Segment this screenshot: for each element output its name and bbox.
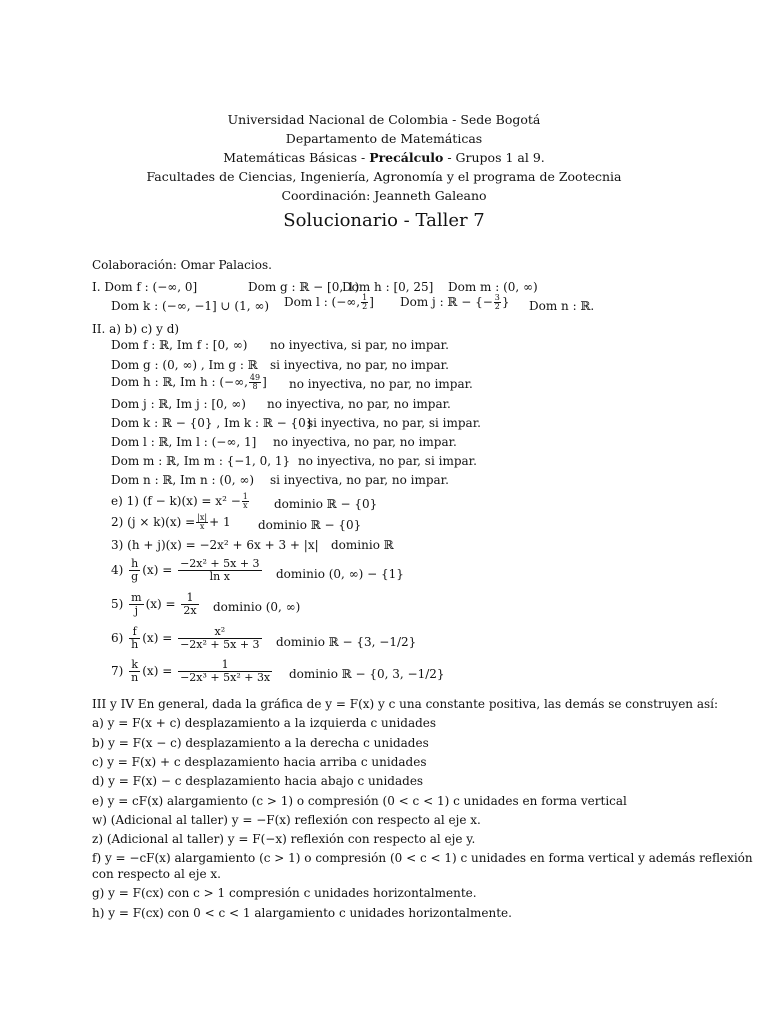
university-name: Universidad Nacional de Colombia - Sede Bogotá xyxy=(227,112,541,127)
operation-e6: 6) $\frac{f}{h}$ (x) = $\frac{\text{x²}}{\text{−2x² + 5x + 3}}$ xyxy=(111,625,260,651)
course-line: Matemáticas Básicas - Precálculo - Grupos 1 al 9. xyxy=(223,150,545,165)
operation-e4: 4) $\frac{h}{g}$ (x) = $\frac{\text{−2x² + 5x + 3}}{\text{ln x}}$ xyxy=(111,557,260,583)
dom-m: Dom m : (0, ∞) xyxy=(448,280,538,294)
dom-l: Dom l : (−∞, $\frac{1}{2}$ ] xyxy=(284,293,374,311)
transform-item: z) (Adicional al taller) y = F(−x) reflexión con respecto al eje y. xyxy=(92,832,476,846)
operation-e6-domain: dominio ℝ − {3, −1/2} xyxy=(276,635,417,649)
coordination-line: Coordinación: Jeanneth Galeano xyxy=(281,188,487,203)
collaboration-line: Colaboración: Omar Palacios. xyxy=(92,258,272,272)
row-l-props: no inyectiva, no par, no impar. xyxy=(273,435,457,449)
transform-item: a) y = F(x + c) desplazamiento a la izquierda c unidades xyxy=(92,716,437,730)
operation-e7-domain: dominio ℝ − {0, 3, −1/2} xyxy=(289,667,445,681)
operation-e3-domain: dominio ℝ xyxy=(331,538,394,552)
department-name: Departamento de Matemáticas xyxy=(285,131,483,146)
dom-j: Dom j : ℝ − {− $\frac{3}{2}$ } xyxy=(400,293,510,311)
transform-item-g: g) y = F(cx) con c > 1 compresión c unidades horizontalmente. xyxy=(92,886,477,900)
transform-item: b) y = F(x − c) desplazamiento a la derecha c unidades xyxy=(92,736,429,750)
section3-intro: III y IV En general, dada la gráfica de y = F(x) y c una constante positiva, las demás se construyen así: xyxy=(92,697,719,711)
section2-heading: II. a) b) c) y d) xyxy=(92,322,180,336)
dom-h: Dom h : [0, 25] xyxy=(342,280,434,294)
transform-item: w) (Adicional al taller) y = −F(x) reflexión con respecto al eje x. xyxy=(92,813,481,827)
row-k-domain: Dom k : ℝ − {0} , Im k : ℝ − {0} xyxy=(111,416,314,430)
row-j-domain: Dom j : ℝ, Im j : [0, ∞) xyxy=(111,397,246,411)
row-j-props: no inyectiva, no par, no impar. xyxy=(267,397,451,411)
operation-e5: 5) $\frac{m}{j}$ (x) = $\frac{1}{2x}$ xyxy=(111,591,197,617)
dom-n: Dom n : ℝ. xyxy=(529,299,595,313)
row-n-props: si inyectiva, no par, no impar. xyxy=(270,473,449,487)
row-f-props: no inyectiva, si par, no impar. xyxy=(270,338,449,352)
document-title: Solucionario - Taller 7 xyxy=(283,210,485,231)
row-l-domain: Dom l : ℝ, Im l : (−∞, 1] xyxy=(111,435,257,449)
row-m-domain: Dom m : ℝ, Im m : {−1, 0, 1} xyxy=(111,454,291,468)
operation-e1: e) 1) (f − k)(x) = x² − $\frac{1}{x}$ xyxy=(111,492,248,510)
transform-item: d) y = F(x) − c desplazamiento hacia abajo c unidades xyxy=(92,774,424,788)
row-g-props: si inyectiva, no par, no impar. xyxy=(270,358,449,372)
row-f-domain: Dom f : ℝ, Im f : [0, ∞) xyxy=(111,338,248,352)
faculties-line: Facultades de Ciencias, Ingeniería, Agronomía y el programa de Zootecnia xyxy=(146,169,622,184)
operation-e3: 3) (h + j)(x) = −2x² + 6x + 3 + |x| xyxy=(111,538,319,552)
row-g-domain: Dom g : (0, ∞) , Im g : ℝ xyxy=(111,358,258,372)
row-m-props: no inyectiva, no par, si impar. xyxy=(298,454,477,468)
dom-f: I. Dom f : (−∞, 0] xyxy=(92,280,198,294)
operation-e7: 7) $\frac{k}{n}$ (x) = $\frac{1}{\text{−2x³ + 5x² + 3x}}$ xyxy=(111,658,271,684)
document-header xyxy=(0,110,768,235)
dom-g: Dom g : ℝ − [0, 1) xyxy=(248,280,360,294)
operation-e4-domain: dominio (0, ∞) − {1} xyxy=(276,567,404,581)
operation-e2-domain: dominio ℝ − {0} xyxy=(258,518,362,532)
transform-item: c) y = F(x) + c desplazamiento hacia arriba c unidades xyxy=(92,755,427,769)
operation-e2: 2) (j × k)(x) = $\frac{|x|}{x}$ + 1 xyxy=(111,513,231,531)
transform-item: e) y = cF(x) alargamiento (c > 1) o compresión (0 < c < 1) c unidades en forma vertical xyxy=(92,794,627,808)
operation-e1-domain: dominio ℝ − {0} xyxy=(274,497,378,511)
operation-e5-domain: dominio (0, ∞) xyxy=(213,600,301,614)
row-k-props: si inyectiva, no par, si impar. xyxy=(307,416,481,430)
transform-item-f: f) y = −cF(x) alargamiento (c > 1) o compresión (0 < c < 1) c unidades en forma vertical y además reflexión con respecto al eje x. xyxy=(92,851,753,881)
row-h-domain: Dom h : ℝ, Im h : (−∞, $\frac{49}{8}$ ] xyxy=(111,373,267,391)
row-n-domain: Dom n : ℝ, Im n : (0, ∞) xyxy=(111,473,254,487)
dom-k: Dom k : (−∞, −1] ∪ (1, ∞) xyxy=(111,299,270,313)
row-h-props: no inyectiva, no par, no impar. xyxy=(289,377,473,391)
transform-item-h: h) y = F(cx) con 0 < c < 1 alargamiento c unidades horizontalmente. xyxy=(92,906,512,920)
